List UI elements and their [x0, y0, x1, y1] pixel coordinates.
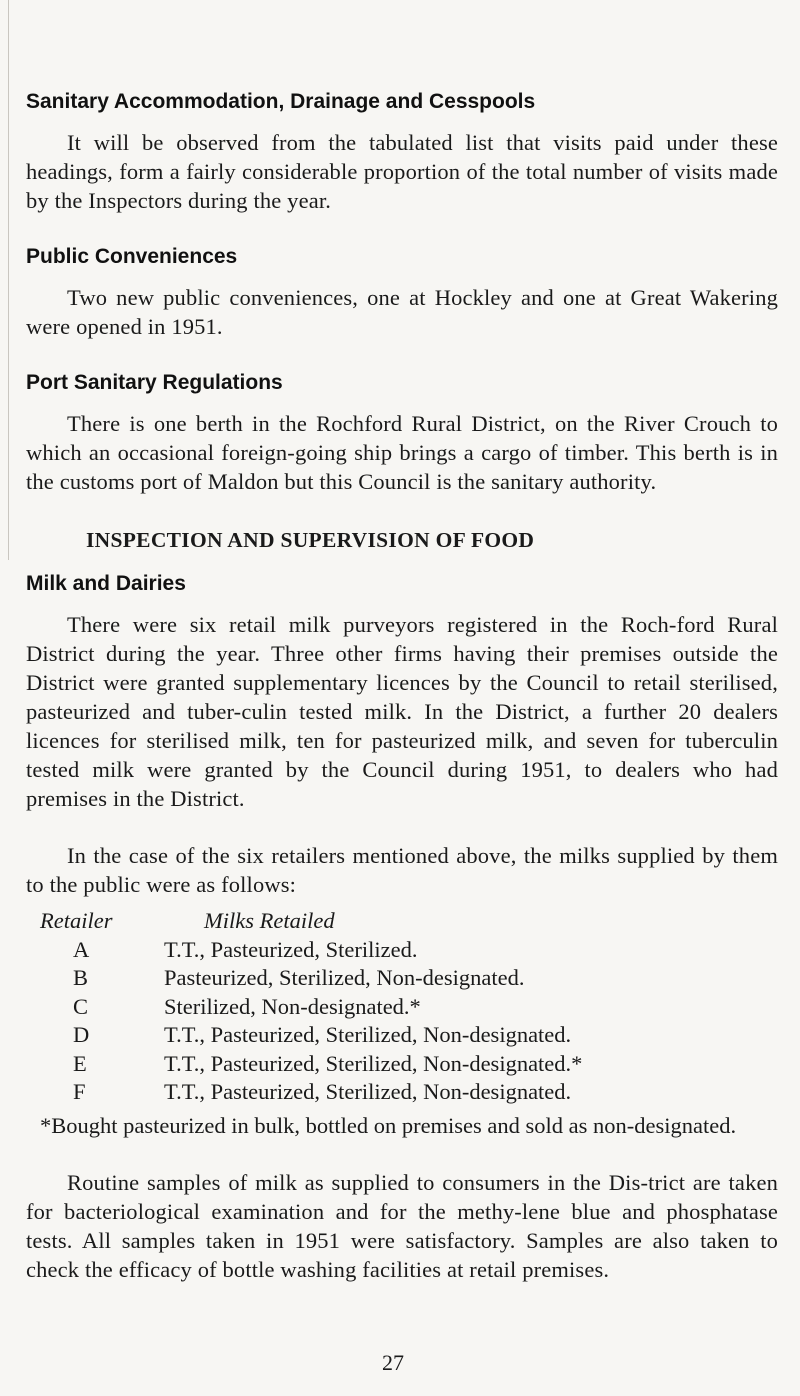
retailer-letter: B	[73, 965, 89, 990]
paragraph-six-retailers: In the case of the six retailers mentioned above, the milks supplied by them to the public were as follows:	[26, 843, 778, 897]
heading-public-conveniences: Public Conveniences	[26, 245, 238, 268]
milks-retailed: T.T., Pasteurized, Sterilized, Non-designated.	[164, 1022, 572, 1047]
page-content	[26, 88, 778, 1312]
retailer-letter: C	[73, 993, 89, 1019]
paragraph-port-sanitary: There is one berth in the Rochford Rural District, on the River Crouch to which an occasional foreign-going ship brings a cargo of timber. This berth is in the customs port of Maldon but this Council is the sanitary authority.	[26, 411, 778, 494]
table-row	[26, 1078, 778, 1107]
page-number: 27	[382, 1350, 404, 1375]
footnote-bought-pasteurized: *Bought pasteurized in bulk, bottled on premises and sold as non-designated.	[40, 1112, 737, 1138]
table-row	[26, 1021, 778, 1050]
retailer-letter: E	[73, 1050, 87, 1076]
retailer-letter: A	[73, 936, 90, 962]
heading-milk-dairies: Milk and Dairies	[26, 572, 186, 595]
table-row	[26, 936, 778, 965]
header-milks-retailed: Milks Retailed	[204, 908, 335, 933]
milks-retailed: T.T., Pasteurized, Sterilized.	[164, 936, 418, 962]
paragraph-public-conveniences: Two new public conveniences, one at Hockley and one at Great Wakering were opened in 1951.	[26, 285, 778, 339]
table-row	[26, 993, 778, 1022]
milks-retailed: Pasteurized, Sterilized, Non-designated.	[164, 965, 525, 990]
milks-retailed: T.T., Pasteurized, Sterilized, Non-designated.*	[164, 1050, 583, 1076]
heading-inspection-food: INSPECTION AND SUPERVISION OF FOOD	[86, 528, 535, 552]
paragraph-sanitary: It will be observed from the tabulated list that visits paid under these headings, form a fairly considerable proportion of the total number of visits made by the Inspectors during the year.	[26, 130, 778, 213]
milks-retailed: Sterilized, Non-designated.*	[164, 993, 421, 1019]
heading-port-sanitary: Port Sanitary Regulations	[26, 371, 283, 394]
retailer-letter: F	[73, 1079, 86, 1104]
retailer-letter: D	[73, 1022, 90, 1047]
heading-sanitary: Sanitary Accommodation, Drainage and Cesspools	[26, 90, 536, 113]
header-retailer: Retailer	[40, 908, 113, 933]
milks-retailed: T.T., Pasteurized, Sterilized, Non-designated.	[164, 1079, 572, 1104]
retailer-table-header	[26, 907, 778, 936]
table-row	[26, 964, 778, 993]
paragraph-routine-samples: Routine samples of milk as supplied to consumers in the Dis-trict are taken for bacteriological examination and for the methy-lene blue and phosphatase tests. All samples taken in 1951 were satisfactory. Samples are also taken to check the efficacy of bottle washing facilities at retail premises.	[26, 1169, 778, 1282]
paragraph-milk-purveyors: There were six retail milk purveyors registered in the Roch-ford Rural District during the year. Three other firms having their premises outside the District were granted supplementary licences by the Council to retail sterilised, pasteurized and tuber-culin tested milk. In the District, a further 20 dealers licences for sterilised milk, ten for pasteurized milk, and seven for tuberculin tested milk were granted by the Council during 1951, to dealers who had premises in the District.	[26, 612, 778, 811]
table-row	[26, 1050, 778, 1079]
page-edge-line	[8, 0, 9, 560]
retailer-table	[26, 907, 778, 1107]
